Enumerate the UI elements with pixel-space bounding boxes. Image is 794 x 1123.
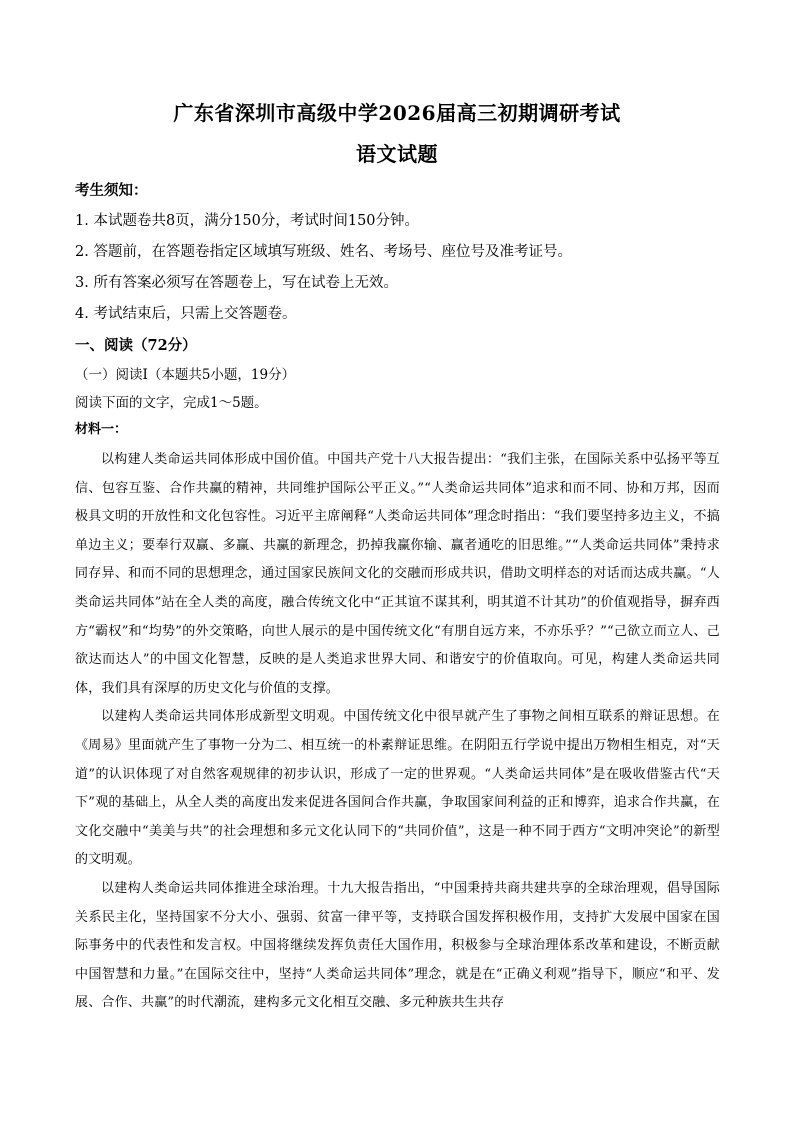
notice-item: 2. 答题前，在答题卷指定区域填写班级、姓名、考场号、座位号及准考证号。: [75, 244, 572, 260]
exam-subtitle: 语文试题: [356, 142, 438, 166]
notice-item: 1. 本试题卷共8页，满分150分，考试时间150分钟。: [75, 213, 420, 229]
passage-paragraph: 以建构人类命运共同体形成新型文明观。中国传统文化中很早就产生了事物之间相互联系的辩证思想。在《周易》里面就产生了事物一分为二、相互统一的朴素辩证思维。在阴阳五行学说中提出万物相生相克，对“天道”的认识体现了对自然客观规律的初步认识，形成了一定的世界观。“人类命运共同体”是在吸收借鉴古代“天下”观的基础上，从全人类的高度出发来促进各国间合作共赢，争取国家间利益的正和博弈，追求合作共赢，在文化交融中“美美与共”的社会理想和多元文化认同下的“共同价值”，这是一种不同于西方“文明冲突论”的新型的文明观。: [75, 709, 720, 868]
exam-title: 广东省深圳市高级中学2026届高三初期调研考试: [173, 101, 621, 125]
reading-instruction: 阅读下面的文字，完成1～5题。: [75, 395, 268, 411]
notice-item: 3. 所有答案必须写在答题卷上，写在试卷上无效。: [75, 275, 398, 291]
passage-paragraph: 以构建人类命运共同体形成中国价值。中国共产党十八大报告提出：“我们主张，在国际关系中弘扬平等互信、包容互鉴、合作共赢的精神，共同维护国际公平正义。”“人类命运共同体”追求和而不同、协和万邦，因而极具文明的开放性和文化包容性。习近平主席阐释“人类命运共同体”理念时指出：“我们要坚持多边主义，不搞单边主义；要奉行双赢、多赢、共赢的新理念，扔掉我赢你输、赢者通吃的旧思维。”“人类命运共同体”秉持求同存异、和而不同的思想理念，通过国家民族间文化的交融而形成共识，借助文明样态的对话而达成共赢。“人类命运共同体”站在全人类的高度，融合传统文化中“正其谊不谋其利，明其道不计其功”的价值观指导，摒弃西方“霸权”和“均势”的外交策略，向世人展示的是中国传统文化“有朋自远方来，不亦乐乎？”“己欲立而立人、己欲达而达人”的中国文化智慧，反映的是人类追求世界大同、和谐安宁的价值取向。可见，构建人类命运共同体，我们具有深厚的历史文化与价值的支撑。: [75, 452, 720, 696]
notice-heading: 考生须知：: [75, 182, 148, 199]
section-title: 一、阅读（72分）: [75, 337, 197, 354]
notice-item: 4. 考试结束后，只需上交答题卷。: [75, 306, 297, 322]
reading-passage: [75, 446, 720, 1018]
passage-paragraph: 以建构人类命运共同体推进全球治理。十九大报告指出，“中国秉持共商共建共享的全球治理观，倡导国际关系民主化，坚持国家不分大小、强弱、贫富一律平等，支持联合国发挥积极作用，支持扩大发展中国家在国际事务中的代表性和发言权。中国将继续发挥负责任大国作用，积极参与全球治理体系改革和建设，不断贡献中国智慧和力量。”在国际交往中，坚持“人类命运共同体”理念，就是在“正确义利观”指导下，顺应“和平、发展、合作、共赢”的时代潮流，建构多元文化相互交融、多元种族共生共存: [75, 880, 720, 1011]
part-heading: （一）阅读Ⅰ（本题共5小题，19分）: [75, 367, 296, 383]
material-label: 材料一：: [75, 422, 128, 437]
